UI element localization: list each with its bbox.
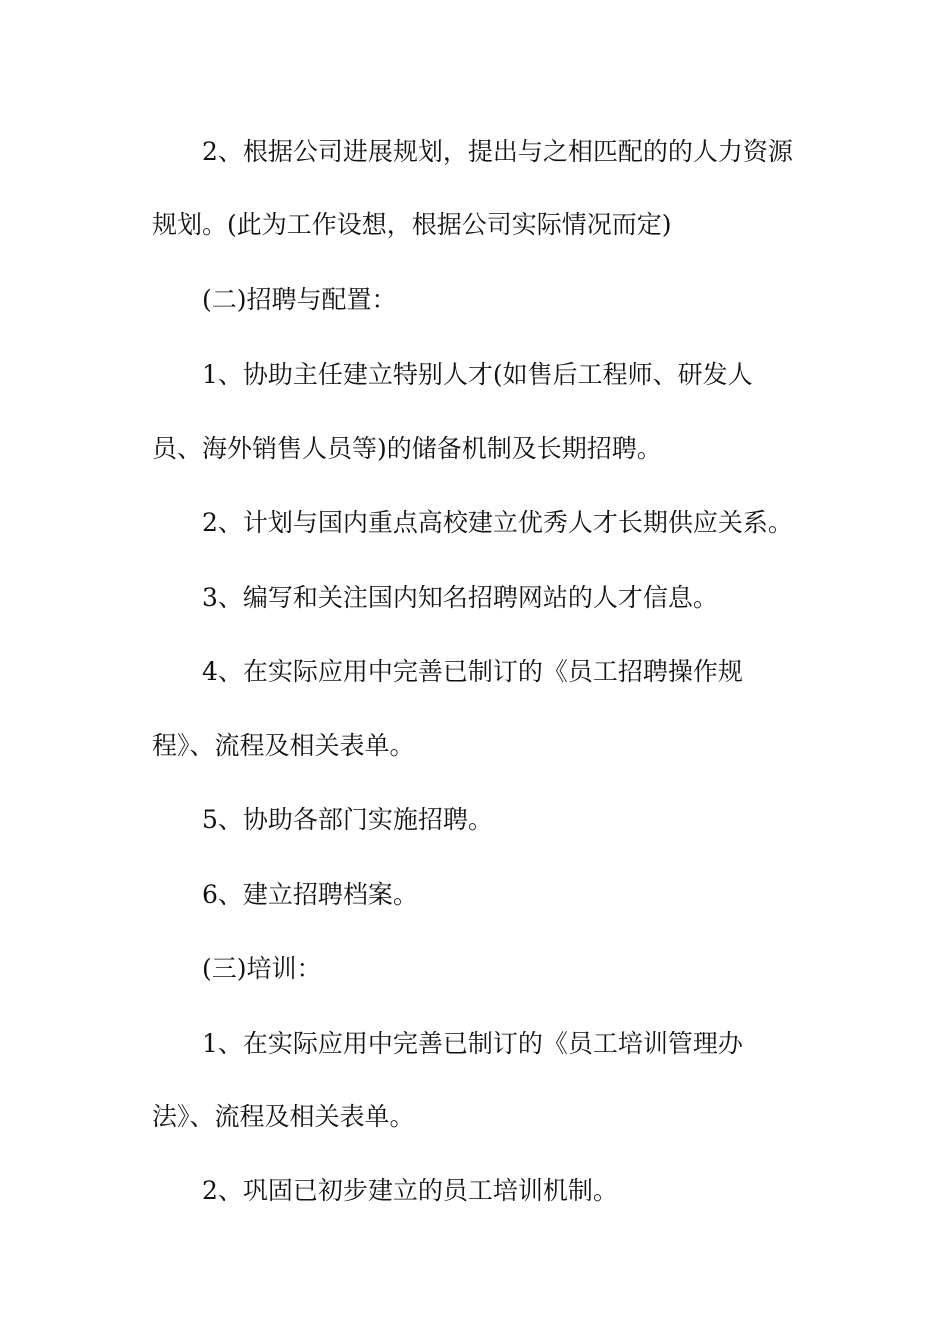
paragraph-line: 规划。(此为工作设想，根据公司实际情况而定) [152,210,672,239]
paragraph-line: 5、协助各部门实施招聘。 [202,805,493,834]
paragraph-line: 员、海外销售人员等)的储备机制及长期招聘。 [152,434,662,463]
paragraph-line: 2、根据公司进展规划，提出与之相匹配的的人力资源 [202,137,793,166]
paragraph-line: 1、在实际应用中完善已制订的《员工培训管理办 [202,1029,743,1058]
paragraph-line: 3、编写和关注国内知名招聘网站的人才信息。 [202,583,718,612]
paragraph-line: 4、在实际应用中完善已制订的《员工招聘操作规 [202,657,743,686]
paragraph-line: 程》、流程及相关表单。 [152,731,415,760]
section-heading: (三)培训： [202,954,322,983]
paragraph-line: 2、计划与国内重点高校建立优秀人才长期供应关系。 [202,508,793,537]
paragraph-line: 法》、流程及相关表单。 [152,1102,415,1131]
paragraph-line: 2、巩固已初步建立的员工培训机制。 [202,1176,618,1205]
paragraph-line: 6、建立招聘档案。 [202,880,418,909]
section-heading: (二)招聘与配置： [202,285,397,314]
paragraph-line: 1、协助主任建立特别人才(如售后工程师、研发人 [202,360,753,389]
